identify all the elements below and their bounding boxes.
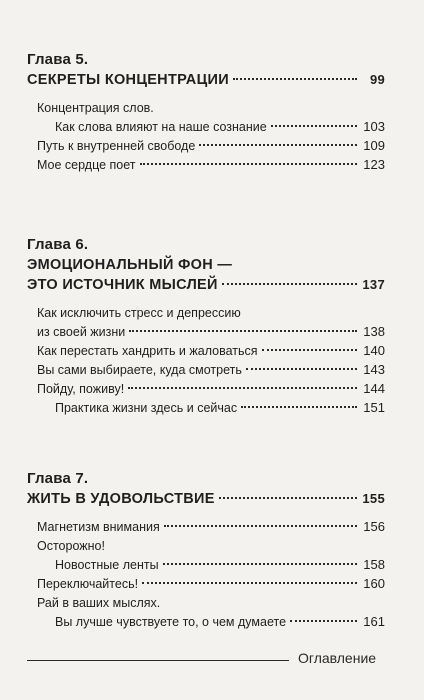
page-number: 155 <box>362 491 385 506</box>
page-number: 160 <box>363 576 385 591</box>
toc-entry[interactable] <box>27 518 385 536</box>
dot-leader <box>241 406 357 408</box>
chapter-6 <box>27 236 385 417</box>
page-number: 156 <box>363 519 385 534</box>
page-number: 99 <box>369 72 385 87</box>
entry-line-1: Концентрация слов. <box>37 101 154 115</box>
page-number: 143 <box>363 362 385 377</box>
chapter-label: Глава 7. <box>27 470 89 487</box>
page-number: 144 <box>363 381 385 396</box>
chapter-title-row[interactable] <box>27 490 385 508</box>
page-number: 137 <box>362 277 385 292</box>
toc-entry[interactable] <box>27 361 385 379</box>
entry-line-1: Осторожно! <box>37 539 105 553</box>
toc-entry[interactable] <box>27 137 385 155</box>
toc-entry[interactable] <box>27 118 385 136</box>
page-number: 123 <box>363 157 385 172</box>
page-number: 103 <box>363 119 385 134</box>
entry-title: Пойду, поживу! <box>37 382 125 396</box>
entry-title: Мое сердце поет <box>37 158 136 172</box>
dot-leader <box>163 563 357 565</box>
chapter-title: СЕКРЕТЫ КОНЦЕНТРАЦИИ <box>27 72 229 88</box>
chapter-title: ЭТО ИСТОЧНИК МЫСЛЕЙ <box>27 277 218 293</box>
chapter-7 <box>27 470 385 631</box>
dot-leader <box>129 330 357 332</box>
dot-leader <box>222 283 357 285</box>
dot-leader <box>140 163 357 165</box>
toc-entry[interactable] <box>27 380 385 398</box>
entry-line-1: Как исключить стресс и депрессию <box>37 306 241 320</box>
chapter-title-row[interactable] <box>27 71 385 89</box>
entry-title: Путь к внутренней свободе <box>37 139 196 153</box>
dot-leader <box>233 78 357 80</box>
entry-title: Вы сами выбираете, куда смотреть <box>37 363 242 377</box>
footer-rule <box>27 660 289 661</box>
dot-leader <box>219 497 357 499</box>
entry-title: из своей жизни <box>37 325 126 339</box>
toc-entry[interactable] <box>27 156 385 174</box>
toc-entry[interactable] <box>27 613 385 631</box>
page-number: 109 <box>363 138 385 153</box>
entry-title: Как слова влияют на наше сознание <box>55 120 267 134</box>
page-number: 140 <box>363 343 385 358</box>
page-number: 158 <box>363 557 385 572</box>
entry-line-1: Рай в ваших мыслях. <box>37 596 161 610</box>
entry-title: Практика жизни здесь и сейчас <box>55 401 238 415</box>
entry-title: Переключайтесь! <box>37 577 139 591</box>
toc-entry[interactable] <box>27 399 385 417</box>
entry-title: Новостные ленты <box>55 558 159 572</box>
toc-entry[interactable] <box>27 323 385 341</box>
page-number: 138 <box>363 324 385 339</box>
chapter-label: Глава 5. <box>27 51 89 68</box>
dot-leader <box>246 368 357 370</box>
dot-leader <box>290 620 357 622</box>
page-number: 151 <box>363 400 385 415</box>
entry-title: Вы лучше чувствуете то, о чем думаете <box>55 615 287 629</box>
chapter-5 <box>27 51 385 174</box>
dot-leader <box>142 582 357 584</box>
dot-leader <box>271 125 357 127</box>
running-footer: Оглавление <box>298 650 377 666</box>
page-number: 161 <box>363 614 385 629</box>
entry-title: Как перестать хандрить и жаловаться <box>37 344 258 358</box>
chapter-title: ЖИТЬ В УДОВОЛЬСТВИЕ <box>27 491 215 507</box>
toc-entry[interactable] <box>27 342 385 360</box>
dot-leader <box>262 349 357 351</box>
chapter-title-line: ЭМОЦИОНАЛЬНЫЙ ФОН — <box>27 257 233 273</box>
dot-leader <box>199 144 357 146</box>
toc-entry[interactable] <box>27 575 385 593</box>
toc-entry[interactable] <box>27 556 385 574</box>
entry-title: Магнетизм внимания <box>37 520 160 534</box>
dot-leader <box>128 387 357 389</box>
chapter-label: Глава 6. <box>27 236 89 253</box>
dot-leader <box>164 525 357 527</box>
chapter-title-row[interactable] <box>27 276 385 294</box>
